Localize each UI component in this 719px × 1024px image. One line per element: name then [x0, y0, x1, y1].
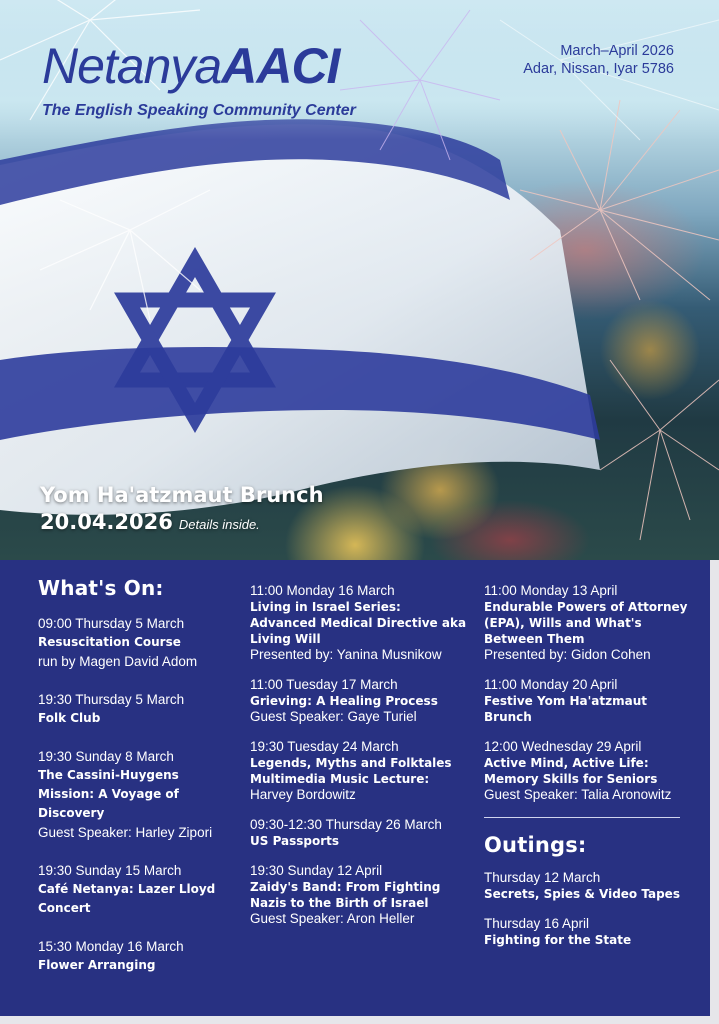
events-column-1	[38, 575, 238, 994]
event-subtitle: Harvey Bordowitz	[250, 787, 356, 802]
promo-date: 20.04.2026	[40, 510, 173, 534]
outings-heading: Outings:	[484, 833, 587, 857]
event-title: The Cassini-Huygens Mission: A Voyage of Discovery	[38, 768, 179, 820]
event-item	[38, 614, 238, 671]
event-subtitle: run by Magen David Adom	[38, 654, 198, 669]
event-title: Grieving: A Healing Process	[250, 694, 438, 708]
masthead	[42, 38, 356, 120]
events-column-2	[250, 583, 470, 941]
event-time: 19:30 Tuesday 24 March	[250, 739, 399, 754]
event-item	[250, 583, 470, 663]
event-time: 19:30 Sunday 12 April	[250, 863, 383, 878]
event-title: Legends, Myths and Folktales Multimedia Music Lecture:	[250, 756, 452, 786]
event-item	[38, 690, 238, 728]
event-subtitle: Presented by: Yanina Musnikow	[250, 647, 442, 662]
event-time: 12:00 Wednesday 29 April	[484, 739, 642, 754]
issue-date-hebrew: Adar, Nissan, Iyar 5786	[523, 61, 674, 77]
event-time: 11:00 Monday 13 April	[484, 583, 618, 598]
tagline: The English Speaking Community Center	[42, 102, 356, 119]
event-subtitle: Guest Speaker: Gaye Turiel	[250, 709, 417, 724]
event-title: Folk Club	[38, 711, 101, 725]
event-subtitle: Guest Speaker: Aron Heller	[250, 911, 415, 926]
events-column-3	[484, 583, 694, 962]
event-time: 15:30 Monday 16 March	[38, 939, 184, 954]
event-title: Living in Israel Series: Advanced Medical Directive aka Living Will	[250, 600, 467, 646]
event-time: 19:30 Sunday 15 March	[38, 863, 182, 878]
promo-title: Yom Ha'atzmaut Brunch	[40, 483, 324, 507]
brand-acronym: AACI	[221, 38, 340, 94]
event-item	[484, 739, 694, 803]
event-subtitle: Presented by: Gidon Cohen	[484, 647, 651, 662]
event-item	[250, 863, 470, 927]
event-item	[484, 677, 694, 725]
event-title: Endurable Powers of Attorney (EPA), Wills and What's Between Them	[484, 600, 688, 646]
event-subtitle: Guest Speaker: Talia Aronowitz	[484, 787, 672, 802]
whats-on-heading: What's On:	[38, 576, 164, 600]
event-time: 09:30-12:30 Thursday 26 March	[250, 817, 442, 832]
event-title: Café Netanya: Lazer Lloyd Concert	[38, 882, 216, 915]
event-item	[38, 747, 238, 842]
event-time: 11:00 Monday 16 March	[250, 583, 395, 598]
outing-date: Thursday 12 March	[484, 870, 601, 885]
event-item	[38, 937, 238, 975]
brand-name: Netanya	[42, 38, 222, 94]
outing-date: Thursday 16 April	[484, 916, 590, 931]
event-time: 09:00 Thursday 5 March	[38, 616, 185, 631]
promo-block	[40, 482, 324, 539]
promo-note: Details inside.	[178, 517, 260, 532]
page-margin-bottom	[0, 1016, 719, 1024]
page-margin-right	[710, 560, 719, 1024]
event-item	[250, 817, 470, 849]
outing-item	[484, 870, 694, 902]
brand-logo	[42, 38, 356, 94]
event-title: Flower Arranging	[38, 958, 156, 972]
issue-date-gregorian: March–April 2026	[560, 43, 674, 59]
event-time: 19:30 Thursday 5 March	[38, 692, 185, 707]
section-divider	[484, 817, 680, 818]
outing-title: Secrets, Spies & Video Tapes	[484, 887, 680, 901]
event-item	[484, 583, 694, 663]
outing-item	[484, 916, 694, 948]
event-item	[250, 677, 470, 725]
event-title: Festive Yom Ha'atzmaut Brunch	[484, 694, 648, 724]
outing-title: Fighting for the State	[484, 933, 632, 947]
event-time: 11:00 Monday 20 April	[484, 677, 618, 692]
promo-date-row	[40, 508, 324, 539]
event-title: US Passports	[250, 834, 340, 848]
event-title: Active Mind, Active Life: Memory Skills for Seniors	[484, 756, 658, 786]
event-subtitle: Guest Speaker: Harley Zipori	[38, 825, 213, 840]
event-title: Resuscitation Course	[38, 635, 181, 649]
event-time: 11:00 Tuesday 17 March	[250, 677, 398, 692]
event-item	[38, 861, 238, 918]
event-time: 19:30 Sunday 8 March	[38, 749, 174, 764]
issue-dates	[523, 42, 674, 78]
event-title: Zaidy's Band: From Fighting Nazis to the Birth of Israel	[250, 880, 441, 910]
event-item	[250, 739, 470, 803]
